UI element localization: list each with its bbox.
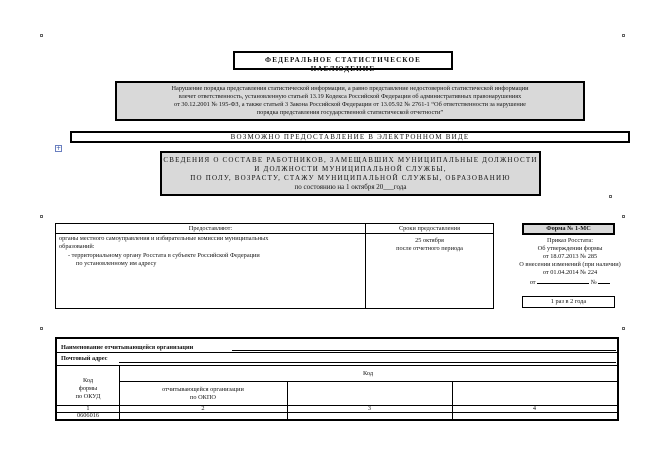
frequency-box	[522, 296, 615, 308]
corner-marker-top-right	[622, 34, 625, 37]
corner-marker-lower-right	[622, 327, 625, 330]
expand-icon-electronic[interactable]: +	[56, 145, 62, 152]
notice-line-3: от 30.12.2001 № 195-ФЗ, а также статьей 3 Закона Российской Федерации от 13.05.92 № 2761-1 “Об ответственности за нарушение	[174, 101, 526, 108]
deadlines-header: Сроки предоставления	[398, 225, 461, 232]
okpo-header: отчитывающейся организации по ОКПО	[162, 386, 244, 401]
column-number-3: 3	[367, 405, 372, 412]
deadline-value: 25 октября после отчетного периода	[396, 237, 463, 252]
okud-header: Код формы по ОКУД	[75, 377, 101, 400]
corner-marker-mid-left	[40, 215, 43, 218]
provider-item-2: - территориальному органу Росстата в субъекте Российской Федерации по установленному им адресу	[68, 252, 260, 267]
code-header: Код	[362, 370, 374, 377]
column-number-2: 2	[201, 405, 205, 412]
column-number-1: 1	[86, 405, 90, 412]
corner-marker-mid-right	[622, 215, 625, 218]
changes-date-field: от №	[505, 277, 635, 287]
provider-item-1: органы местного самоуправления и избирательные комиссии муниципальных образований:	[59, 235, 269, 250]
header-title: ФЕДЕРАЛЬНОЕ СТАТИСТИЧЕСКОЕ НАБЛЮДЕНИЕ	[265, 56, 421, 73]
approval-order: Приказ Росстата: Об утверждении формы от 18.07.2013 № 285 О внесении изменений (при наличии) от 01.04.2014 № 224 от №	[505, 237, 635, 287]
providers-header: Предоставляют:	[188, 225, 233, 232]
corner-marker-lower-left	[40, 327, 43, 330]
postal-address-label: Почтовый адрес	[61, 355, 108, 362]
liability-notice	[115, 81, 585, 121]
report-title-box	[160, 151, 541, 196]
form-number: Форма № 1-МС	[546, 225, 591, 232]
changes-number-blank[interactable]	[598, 277, 610, 284]
okpo-code-field[interactable]	[120, 413, 287, 419]
corner-marker-report-right	[609, 195, 612, 198]
notice-line-2: влечет ответственность, установленную статьей 13.19 Кодекса Российской Федерации об административных правонарушениях	[178, 93, 522, 100]
notice-line-1: Нарушение порядка представления статистической информации, а равно представление недостоверной статистической информации	[171, 85, 529, 92]
okud-code-value: 0606016	[76, 412, 100, 419]
org-name-field[interactable]	[232, 350, 616, 351]
header-banner	[233, 51, 453, 73]
providers-table	[55, 223, 494, 309]
report-title-line-1: СВЕДЕНИЯ О СОСТАВЕ РАБОТНИКОВ, ЗАМЕЩАВШИХ МУНИЦИПАЛЬНЫЕ ДОЛЖНОСТИ	[163, 156, 538, 164]
form-number-box	[522, 223, 615, 235]
report-title-line-2: И ДОЛЖНОСТИ МУНИЦИПАЛЬНОЙ СЛУЖБЫ,	[254, 165, 447, 173]
electronic-text: ВОЗМОЖНО ПРЕДОСТАВЛЕНИЕ В ЭЛЕКТРОННОМ ВИДЕ	[230, 133, 470, 141]
changes-date-blank[interactable]	[537, 277, 589, 284]
electronic-banner	[70, 131, 630, 143]
corner-marker-top-left	[40, 34, 43, 37]
organization-table	[55, 337, 619, 421]
column-number-4: 4	[532, 405, 537, 412]
postal-address-field[interactable]	[119, 362, 616, 363]
report-title-line-3: ПО ПОЛУ, ВОЗРАСТУ, СТАЖУ МУНИЦИПАЛЬНОЙ СЛУЖБЫ, ОБРАЗОВАНИЮ	[190, 174, 511, 182]
org-name-label: Наименование отчитывающейся организации	[61, 344, 194, 351]
notice-line-4: порядка представления государственной статистической отчетности”	[256, 109, 444, 116]
frequency-text: 1 раз в 2 года	[550, 298, 587, 305]
report-title-line-4: по состоянию на 1 октября 20___года	[294, 183, 407, 191]
